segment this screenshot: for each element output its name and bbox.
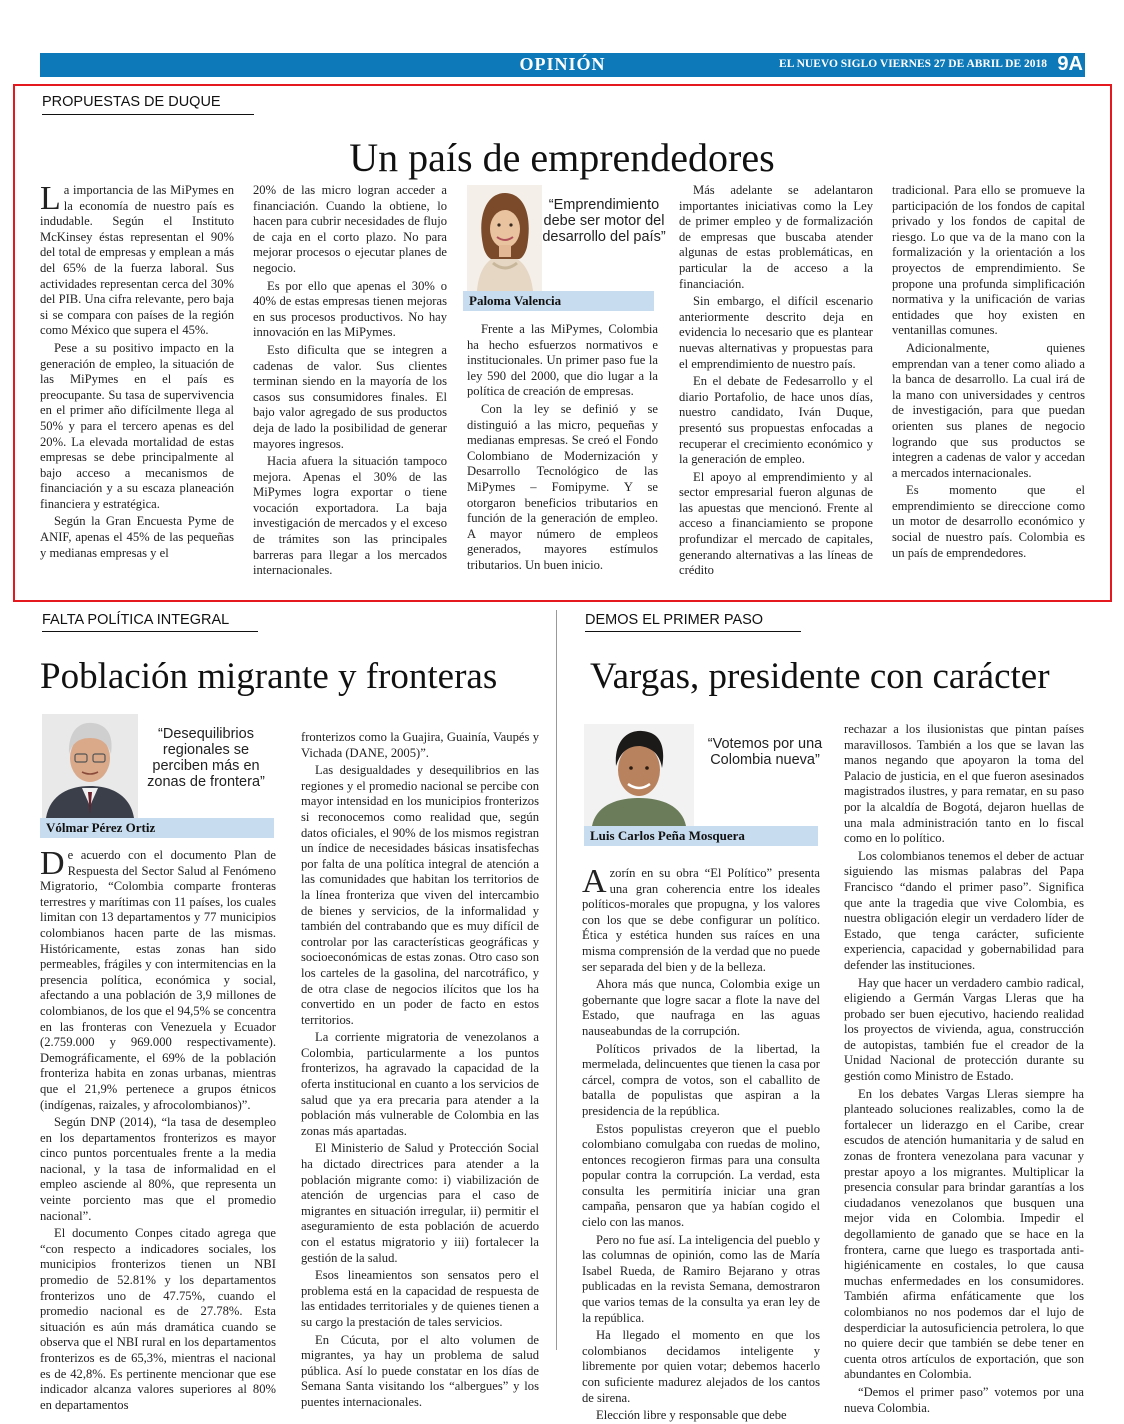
article2-paragraph: Las desigualdades y desequilibrios en las regiones y el promedio nacional se percibe con mayor intensidad en los municipios fronterizos si reconocemos como realidad que, según datos oficiales, el 90% de los mismos registran un índice de necesidades básicas insatisfechas por falta de una política integral de atención a las comunidades que habitan los territorios de la línea fronteriza que viven del intercambio de bienes y servicios, de la informalidad y también del contrabando que es muy difícil de controlar por las características geográficas y socioeconómicas de estas zonas. Otro caso son los carteles de la gasolina, del narcotráfico, y de otra clase de negocios ilícitos que los ha convertido en un poder de facto en estos territorios.	[301, 763, 539, 1027]
article2-paragraph: El documento Conpes citado agrega que “con respecto a indicadores sociales, los municipios fronterizos tienen un NBI promedio de 52.81% y los departamentos fronterizos uno de 47.75%, cuando el promedio nacional es de 27.78%. Esta situación es aún más dramática cuando se observa que el NBI rural en los departamentos fronterizos es de 65,3%, mientras el nacional es de 42,8%. Es pertinente mencionar que ese indicador alcanza valores superiores al 80% en departamentos	[40, 1226, 276, 1412]
article2-kicker: FALTA POLÍTICA INTEGRAL	[42, 612, 230, 628]
article3-paragraph: Estos populistas creyeron que el pueblo colombiano comulgaba con ruedas de molino, entonces recogieron firmas para una consulta popular contra la corrupción. La verdad, esta consulta les permitiría iniciar una gran campaña, pensaron que ya habían cogido el cielo con las manos.	[582, 1121, 820, 1230]
article2-title: Población migrante y fronteras	[40, 656, 498, 697]
article3-paragraph: Hay que hacer un verdadero cambio radical, eligiendo a Germán Vargas Lleras que ha probado ser buen ejecutivo, haciendo realidad los proyectos de vivienda, agua, construcción de autopistas, también fue el creador de la Unidad Nacional de protección durante su gestión como Ministro de Estado.	[844, 975, 1084, 1084]
article3-column-2	[844, 722, 1084, 1415]
article1-kicker: PROPUESTAS DE DUQUE	[42, 94, 221, 110]
article3-dropcap: A	[582, 863, 607, 900]
article1-paragraph: Es por ello que apenas el 30% o 40% de estas empresas tienen mejoras en sus procesos productivos. No hay innovación en las MiPymes.	[253, 278, 447, 340]
article1-kicker-underline	[42, 114, 254, 115]
masthead-date: EL NUEVO SIGLO VIERNES 27 DE ABRIL DE 2018	[779, 58, 1047, 70]
article2-pull-quote: “Desequilibrios regionales se perciben más en zonas de frontera”	[147, 726, 265, 790]
article1-pull-quote: “Emprendimiento debe ser motor del desarrollo del país”	[542, 197, 666, 245]
article1-title: Un país de emprendedores	[349, 135, 775, 180]
article3-paragraph: Los colombianos tenemos el deber de actuar siguiendo las mismas palabras del Papa Francisco “dando el primer paso”. Significa que ante la tragedia que vive Colombia, es nuestra obligación elegir un verdadero líder de Estado, que tenga carácter, suficiente experiencia, capacidad y gobernabilidad para defender las instituciones.	[844, 848, 1084, 972]
article1-author-name: Paloma Valencia	[463, 291, 654, 311]
article1-column-1	[40, 180, 234, 593]
article3-paragraph: En los debates Vargas Lleras siempre ha planteado soluciones realizables, como la de fortalecer un liderazgo en el Caribe, crear escudos de atención humanitaria y de salud en zonas de frontera venezolana para vacunar y prestar apoyo a los migrantes. Multiplicar la presencia consular para brindar garantías a los ciudadanos venezolanos que busquen una mejor vida en Colombia. Impedir el degollamiento de ganado que se hace en la frontera, carne que luego es trasportada anti-higiénicamente en costales, lo que causa muchas enfermedades en los consumidores. También afirma enfáticamente que los colombianos no nos podemos dar el lujo de desperdiciar la autosuficiencia petrolera, lo que no quiere decir que también se debe tener en cuenta otros artículos de exportación, que son abundantes en Colombia.	[844, 1086, 1084, 1382]
article3-pull-quote: “Votemos por una Colombia nueva”	[707, 736, 823, 768]
article1-paragraph: En el debate de Fedesarrollo y el diario Portafolio, de hace unos días, nuestro candidato, Iván Duque, presentó sus propuestas enfocadas a recuperar el crecimiento económico y la generación de empleo.	[679, 374, 873, 467]
article1-paragraph: Frente a las MiPymes, Colombia ha hecho esfuerzos normativos e institucionales. Un primer paso fue la ley 590 del 2000, que dio lugar a la política de creación de empresas.	[467, 322, 658, 399]
article2-dropcap: D	[40, 845, 65, 882]
section-header-bar	[40, 53, 1085, 77]
article2-column-1	[40, 845, 276, 1412]
article2-paragraph: e acuerdo con el documento Plan de Respuesta del Sector Salud al Fenómeno Migratorio, “Colombia comparte fronteras terrestres y marítimas con 11 países, los cuales limitan con 13 departamentos y 77 municipios colombianos hacen parte de las mismas. Históricamente, estas zonas han sido permeables, frágiles y con intermitencias en la presencia política, económica y social, afectando a una población de 3,9 millones de colombianos, de los que el 94,5% se concentra en las fronteras con Venezuela y Ecuador (2.759.000 y 969.000 respectivamente). Demográficamente, el 69% de la población fronteriza habita en zonas urbanas, mientras que el 21,9% pertenece a grupos étnicos (indígenas, raizales, y afrocolombianos)”.	[40, 848, 276, 1112]
author-photo-luis-carlos-pena-mosquera	[584, 724, 694, 826]
article3-paragraph: Políticos privados de la libertad, la mermelada, delincuentes que tienen la casa por cárcel, compra de votos, son el caballito de batalla de populistas que aspiran a la presidencia de la república.	[582, 1041, 820, 1118]
article3-paragraph: Ahora más que nunca, Colombia exige un gobernante que logre sacar a flote la nave del Estado, que naufraga en las aguas nauseabundas de la corrupción.	[582, 977, 820, 1038]
article1-paragraph: Según la Gran Encuesta Pyme de ANIF, apenas el 45% de las pequeñas y medianas empresas y el	[40, 514, 234, 560]
column-divider	[556, 610, 557, 1350]
article2-paragraph: La corriente migratoria de venezolanos a Colombia, particularmente a los puntos fronterizos, ha agravado la capacidad de la oferta institucional en cuanto a los servicios de salud que ya era precaria para atender a la población más vulnerable de Colombia en las zonas más apartadas.	[301, 1030, 539, 1138]
article2-paragraph: Esos lineamientos son sensatos pero el problema está en la capacidad de respuesta de las entidades territoriales y de quienes tienen a su cargo la prestación de tales servicios.	[301, 1268, 539, 1329]
article1-paragraph: El apoyo al emprendimiento y al sector empresarial fueron algunas de las apuestas que mencionó. Frente al acceso a financiamiento se propone profundizar el mercado de capitales, generando alternativas a las líneas de crédito	[679, 469, 873, 578]
article1-column-5	[892, 183, 1085, 593]
article1-paragraph: Adicionalmente, quienes emprendan van a tener como aliado a la banca de desarrollo. La cual irá de la mano con universidades y centros de investigación, para que puedan orienten sus planes de negocio logrando que sus productos se integren a cadenas de valor y accedan a mercados internacionales.	[892, 340, 1085, 480]
article3-paragraph: Pero no fue así. La inteligencia del pueblo y las columnas de opinión, como las de María Isabel Rueda, de Ramiro Bejarano y otras publicadas en la revista Semana, demostraron que varios temas de la consulta ya eran ley de la república.	[582, 1232, 820, 1325]
article1-paragraph: Hacia afuera la situación tampoco mejora. Apenas el 30% de las MiPymes logra exportar o tiene vocación exportadora. La baja investigación de mercados y el exceso de trámites son las principales barreras para llegar a los mercados internacionales.	[253, 454, 447, 578]
article3-paragraph: Elección libre y responsable que debe	[596, 1408, 787, 1423]
article1-column-2	[253, 183, 447, 593]
article1-paragraph: tradicional. Para ello se promueve la participación de los fondos de capital privado y los fondos de capital de riesgo. Lo que va de la mano con la formalización y la orientación a los proyectos de emprendimiento. Se propone una profunda simplificación normativa y la unificación de varias entidades que hoy existen en ventanillas comunes.	[892, 183, 1085, 338]
article1-paragraph: Pese a su positivo impacto en la generación de empleo, la situación de las MiPymes en el país es preocupante. Su tasa de supervivencia en el primer año difícilmente llega al 50% y para el tercero apenas es del 20%. La elevada mortalidad de estas empresas se debe principalmente al bajo acceso a mecanismos de financiación y a su escaza planeación financiera y estratégica.	[40, 340, 234, 511]
article1-paragraph: 20% de las micro logran acceder a financiación. Cuando la obtiene, lo hacen para cubrir necesidades de flujo de caja en el corto plazo. No para mejorar procesos o ejecutar planes de negocio.	[253, 183, 447, 275]
article1-column-4	[679, 183, 873, 593]
article2-paragraph: Según DNP (2014), “la tasa de desempleo en los departamentos fronterizos es mayor cinco puntos porcentuales frente a la media nacional, y la tasa de informalidad en el empleo asciende al 80%, que representa un veinte porciento mas que el promedio nacional”.	[40, 1115, 276, 1223]
page-number: 9A	[1057, 53, 1083, 75]
section-name: OPINIÓN	[519, 54, 606, 74]
article1-paragraph: Sin embargo, el difícil escenario anteriormente descrito deja en evidencia lo necesario que es plantear nuevas alternativas y propuestas para el emprendimiento de nuestro país.	[679, 294, 873, 371]
article3-paragraph: rechazar a los ilusionistas que pintan países maravillosos. También a los que se lavan las manos negando que apoyaron la toma del Palacio de justicia, en el que fueron asesinados magistrados ilustres, y para rematar, en su paso por la alcaldía de Bogotá, dejaron huellas de una mala administración tanto en lo fiscal como en lo político.	[844, 722, 1084, 846]
article3-title: Vargas, presidente con carácter	[590, 656, 1050, 697]
article1-dropcap: L	[40, 180, 61, 217]
article3-paragraph: zorín en su obra “El Político” presenta una gran coherencia entre los ideales políticos-morales que propugna, y los valores con los que se debe configurar un político. Ética y estética hunden sus raíces en una misma comprensión de la verdad que no puede ser separada del bien y de la belleza.	[582, 866, 820, 974]
article1-paragraph: Con la ley se definió y se distinguió a las micro, pequeñas y medianas empresas. Se creó el Fondo Colombiano de Modernización y Desarrollo Tecnológico de las MiPymes – Fomipyme. Y se otorgaron beneficios tributarios en función de la generación de empleo. A mayor número de empleos generados, mayores estímulos tributarios. Un buen inicio.	[467, 401, 658, 572]
article1-paragraph: Esto dificulta que se integren a cadenas de valor. Sus clientes terminan siendo en la mayoría de los casos sus consumidores finales. El bajo valor agregado de sus productos deja de lado la posibilidad de generar mayores ingresos.	[253, 342, 447, 451]
article2-paragraph: fronterizos como la Guajira, Guainía, Vaupés y Vichada (DANE, 2005)”.	[301, 730, 539, 760]
article2-kicker-underline	[42, 631, 258, 632]
article1-paragraph: Es momento que el emprendimiento se direccione como un motor de desarrollo económico y social de nuestro país. Colombia es un país de emprendedores.	[892, 483, 1085, 560]
article3-column-1	[582, 863, 820, 1423]
article2-paragraph: En Cúcuta, por el alto volumen de migrantes, ya hay un problema de salud pública. Así lo puede constatar en los días de Semana Santa visitando los “albergues” y los puentes internacionales.	[301, 1332, 539, 1409]
article3-kicker-underline	[585, 631, 801, 632]
article2-column-2	[301, 730, 539, 1409]
article3-paragraph: “Demos el primer paso” votemos por una nueva Colombia.	[844, 1384, 1084, 1415]
article3-author-name: Luis Carlos Peña Mosquera	[584, 826, 818, 846]
author-photo-volmar-perez-ortiz	[42, 714, 138, 818]
article2-paragraph: El Ministerio de Salud y Protección Social ha dictado directrices para atender a la población migrante como: i) viabilización de atención de urgencias para el caso de migrantes en situación irregular, ii) permitir el aseguramiento de esta población de acuerdo con el estatus migratorio y iii) fortalecer la gestión de la salud.	[301, 1141, 539, 1265]
article1-paragraph: Más adelante se adelantaron importantes iniciativas como la Ley de primer empleo y de formalización de empresas que buscaba atender algunas de estas problemáticas, en particular la de acceso a la financiación.	[679, 183, 873, 291]
article1-paragraph: a importancia de las MiPymes en la economía de nuestro país es indudable. Según el Instituto McKinsey éstas representan el 90% del total de empresas y emplean a más del 65% de la fuerza laboral. Sus actividades representan cerca del 30% del PIB. Una cifra relevante, pero baja si se compara con países de la región como México que supera el 45%.	[40, 183, 234, 338]
article3-paragraph: Ha llegado el momento en que los colombianos decidamos inteligente y libremente por quien votar; debemos hacerlo con suficiente madurez alejados de los cantos de sirena.	[582, 1328, 820, 1405]
article2-author-name: Vólmar Pérez Ortiz	[40, 818, 274, 838]
article3-kicker: DEMOS EL PRIMER PASO	[585, 612, 764, 628]
author-photo-paloma-valencia	[467, 185, 542, 291]
article1-column-3	[467, 322, 658, 592]
